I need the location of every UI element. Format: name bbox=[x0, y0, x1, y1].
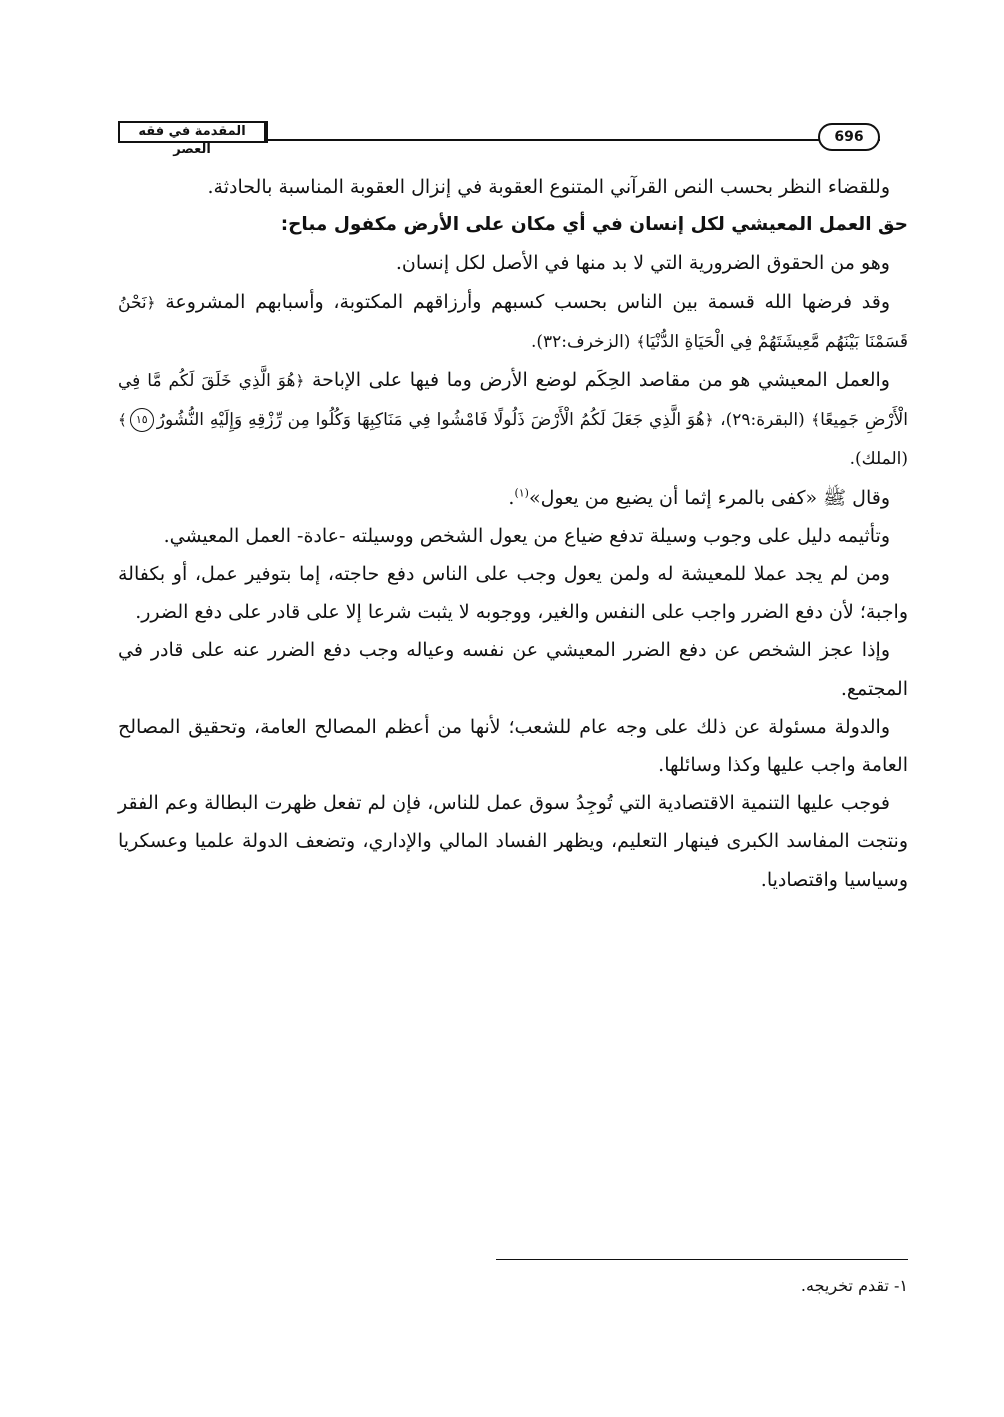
page-header bbox=[118, 117, 908, 157]
verse-close-bracket: ﴾ bbox=[811, 411, 821, 430]
quran-verse-zukhruf: نَحْنُ قَسَمْنَا بَيْنَهُم مَّعِيشَتَهُمْ فِي الْحَيَاةِ الدُّنْيَا bbox=[118, 292, 908, 352]
hadith-text: وقال ﷺ «كفى بالمرء إثما أن يضيع من يعول» bbox=[528, 486, 890, 509]
paragraph-3-text: وقد فرضها الله قسمة بين الناس بحسب كسبهم وأرزاقهم المكتوبة، وأسبابهم المشروعة bbox=[165, 290, 890, 313]
verse-open-bracket: ﴿ bbox=[146, 293, 156, 312]
verse-close-bracket: ﴾ bbox=[118, 411, 127, 430]
verse-reference-zukhruf: (الزخرف:٣٢). bbox=[530, 331, 631, 352]
paragraph-10: فوجب عليها التنمية الاقتصادية التي تُوجِدُ سوق عمل للناس، فإن لم تفعل ظهرت البطالة وعم الفقر ونتجت المفاسد الكبرى فينهار التعليم، ويظهر الفساد المالي والإداري، وتضعف الدولة علميا وعسكريا وسياسيا واقتصاديا. bbox=[118, 792, 908, 891]
paragraph-4 bbox=[118, 361, 908, 479]
section-heading: حق العمل المعيشي لكل إنسان في أي مكان على الأرض مكفول مباح: bbox=[280, 214, 908, 236]
footnote-marker: (١) bbox=[514, 486, 529, 500]
verse-close-bracket: ﴾ bbox=[636, 332, 646, 351]
paragraph-3 bbox=[118, 283, 908, 361]
header-rule bbox=[268, 139, 880, 141]
paragraph-4-text: والعمل المعيشي هو من مقاصد الحِكَم لوضع الأرض وما فيها على الإباحة bbox=[311, 369, 890, 392]
paragraph-7: ومن لم يجد عملا للمعيشة له ولمن يعول وجب على الناس دفع حاجته، إما بتوفير عمل، أو بكفالة واجبة؛ لأن دفع الضرر واجب على النفس والغير، ووجوبه لا يثبت شرعا إلا على قادر على دفع الضرر. bbox=[118, 563, 908, 624]
paragraph-2: وهو من الحقوق الضرورية التي لا بد منها في الأصل لكل إنسان. bbox=[395, 252, 890, 275]
verse-reference-baqara: (البقرة:٢٩)، bbox=[720, 410, 805, 431]
verse-open-bracket: ﴿ bbox=[295, 372, 305, 391]
footnote: ١- تقدم تخريجه. bbox=[800, 1276, 908, 1295]
book-title: المقدمة في فقه العصر bbox=[118, 121, 268, 143]
paragraph-1: وللقضاء النظر بحسب النص القرآني المتنوع العقوبة في إنزال العقوبة المناسبة بالحادثة. bbox=[207, 176, 890, 198]
page-number: 696 bbox=[818, 123, 880, 151]
paragraph-5-end: . bbox=[508, 486, 515, 509]
quran-verse-baqara: هُوَ الَّذِي خَلَقَ لَكُم مَّا فِي الْأَرْضِ جَمِيعًا bbox=[118, 371, 909, 431]
footnote-separator bbox=[496, 1259, 908, 1260]
paragraph-9: والدولة مسئولة عن ذلك على وجه عام للشعب؛ لأنها من أعظم المصالح العامة، وتحقيق المصالح العامة واجب عليها وكذا وسائلها. bbox=[118, 715, 908, 777]
paragraph-5 bbox=[118, 479, 908, 517]
verse-open-bracket: ﴿ bbox=[704, 411, 714, 430]
paragraph-6: وتأثيمه دليل على وجوب وسيلة تدفع ضياع من يعول الشخص ووسيلته -عادة- العمل المعيشي. bbox=[163, 524, 890, 547]
quran-verse-mulk: هُوَ الَّذِي جَعَلَ لَكُمُ الْأَرْضَ ذَلُولًا فَامْشُوا فِي مَنَاكِبِهَا وَكُلُوا مِن رِّزْقِهِ وَإِلَيْهِ النُّشُورُ bbox=[156, 410, 705, 431]
verse-number-marker: ١٥ bbox=[130, 408, 154, 432]
verse-reference-mulk: (الملك). bbox=[849, 449, 908, 470]
paragraph-8: وإذا عجز الشخص عن دفع الضرر المعيشي عن نفسه وعياله وجب دفع الضرر عنه على قادر في المجتمع. bbox=[118, 639, 908, 700]
page-body bbox=[118, 168, 908, 899]
